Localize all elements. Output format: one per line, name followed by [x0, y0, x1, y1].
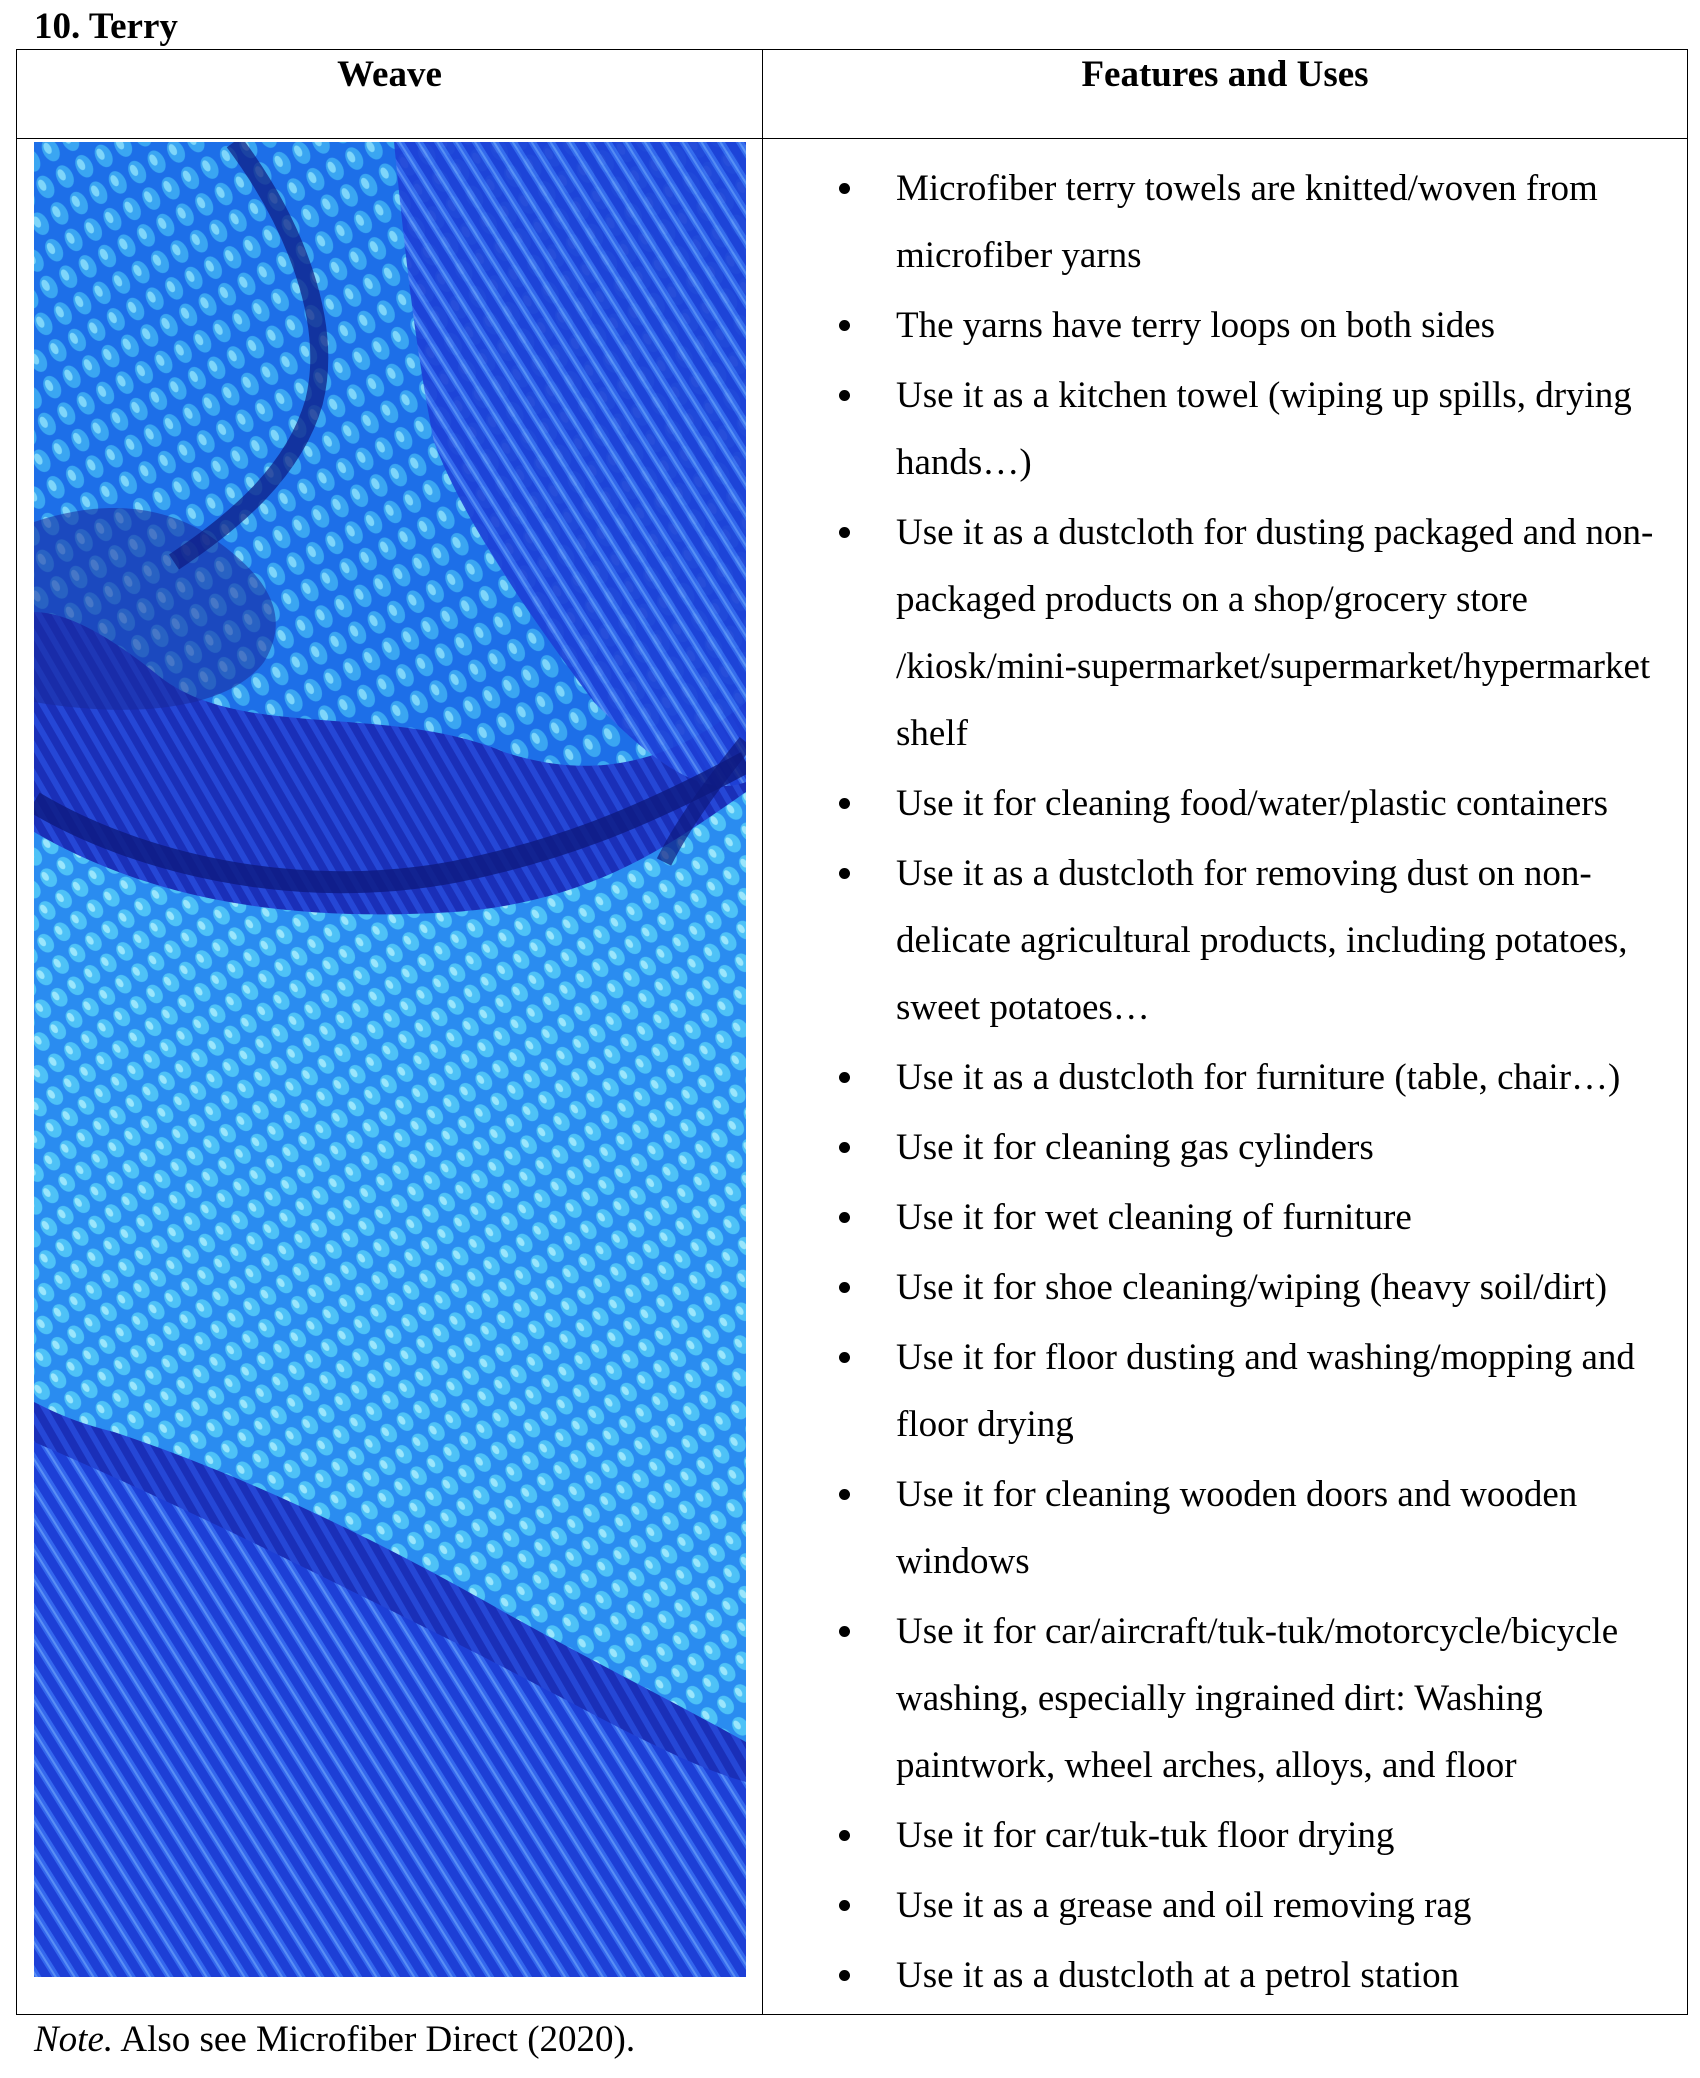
bullet-icon — [839, 1489, 850, 1500]
weave-cell — [17, 139, 763, 2015]
bullet-icon — [839, 1970, 850, 1981]
list-item: Microfiber terry towels are knitted/woven from microfiber yarns — [763, 155, 1687, 289]
note-label: Note. — [34, 2019, 114, 2060]
list-item: Use it as a grease and oil removing rag — [763, 1872, 1687, 1939]
list-item: Use it for cleaning food/water/plastic containers — [763, 770, 1687, 837]
list-item: Use it as a dustcloth for furniture (table, chair…) — [763, 1044, 1687, 1111]
bullet-icon — [839, 1282, 850, 1293]
list-item: Use it for wet cleaning of furniture — [763, 1184, 1687, 1251]
bullet-icon — [839, 868, 850, 879]
list-item: Use it for car/tuk-tuk floor drying — [763, 1802, 1687, 1869]
section-title: 10. Terry — [34, 6, 178, 47]
table-note — [34, 2015, 635, 2065]
bullet-icon — [839, 1830, 850, 1841]
list-item: Use it as a dustcloth for dusting packaged and non-packaged products on a shop/grocery store /kiosk/mini-supermarket/supermarket/hypermarket shelf — [763, 499, 1687, 767]
features-cell — [763, 139, 1688, 2015]
features-list — [763, 139, 1687, 2009]
list-item: Use it for floor dusting and washing/mopping and floor drying — [763, 1324, 1687, 1458]
bullet-icon — [839, 1212, 850, 1223]
bullet-icon — [839, 320, 850, 331]
list-item: Use it for cleaning gas cylinders — [763, 1114, 1687, 1181]
note-text: Also see Microfiber Direct (2020). — [113, 2019, 636, 2060]
table-header-row — [17, 50, 1688, 139]
list-item: Use it for car/aircraft/tuk-tuk/motorcycle/bicycle washing, especially ingrained dirt: Washing paintwork, wheel arches, alloys, and floor — [763, 1598, 1687, 1799]
bullet-icon — [839, 1900, 850, 1911]
bullet-icon — [839, 1142, 850, 1153]
bullet-icon — [839, 183, 850, 194]
bullet-icon — [839, 1352, 850, 1363]
list-item: Use it as a dustcloth for removing dust on non-delicate agricultural products, including potatoes, sweet potatoes… — [763, 840, 1687, 1041]
list-item: Use it for cleaning wooden doors and wooden windows — [763, 1461, 1687, 1595]
bullet-icon — [839, 1072, 850, 1083]
weave-column-header: Weave — [17, 50, 763, 139]
bullet-icon — [839, 798, 850, 809]
bullet-icon — [839, 527, 850, 538]
list-item: Use it for shoe cleaning/wiping (heavy soil/dirt) — [763, 1254, 1687, 1321]
bullet-icon — [839, 390, 850, 401]
features-column-header: Features and Uses — [763, 50, 1688, 139]
list-item: Use it as a dustcloth at a petrol station — [763, 1942, 1687, 2009]
terry-fabric-image — [34, 142, 746, 1977]
weave-table — [16, 49, 1688, 2015]
list-item: Use it as a kitchen towel (wiping up spills, drying hands…) — [763, 362, 1687, 496]
bullet-icon — [839, 1626, 850, 1637]
list-item: The yarns have terry loops on both sides — [763, 292, 1687, 359]
table-row — [17, 139, 1688, 2015]
